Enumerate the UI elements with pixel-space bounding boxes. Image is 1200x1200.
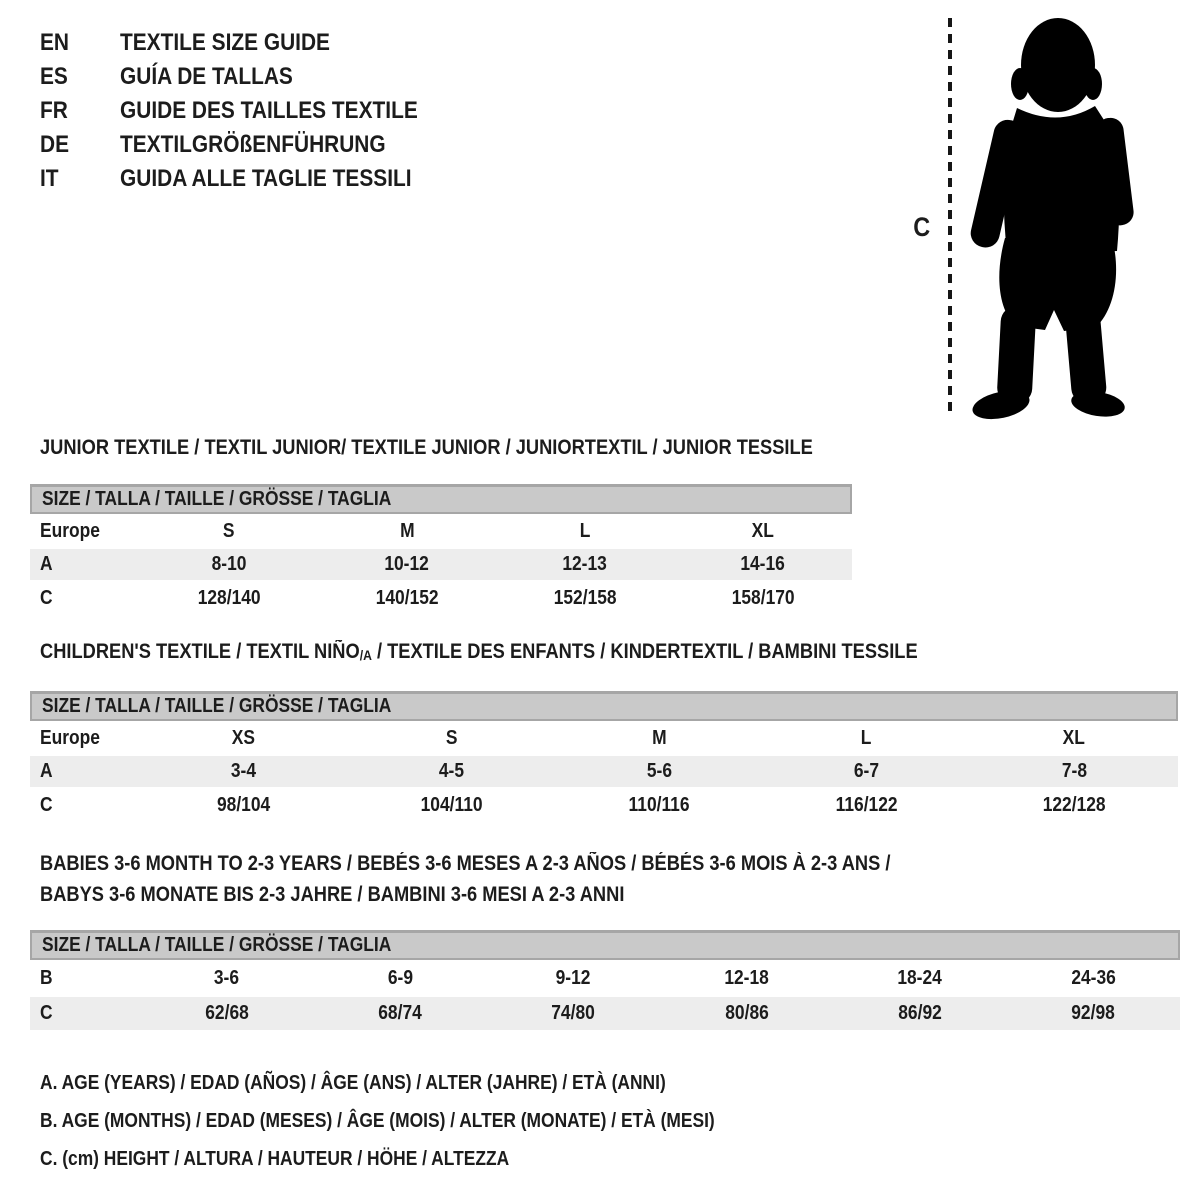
table-cell: 158/170: [731, 586, 795, 609]
table-cell: 12-18: [724, 967, 769, 989]
language-row-de: [40, 128, 462, 162]
table-cell: 3-6: [214, 967, 240, 989]
language-row-fr: [40, 94, 462, 128]
junior-section-title: JUNIOR TEXTILE / TEXTIL JUNIOR/ TEXTILE JUNIOR / JUNIORTEXTIL / JUNIOR TESSILE: [40, 436, 813, 459]
table-cell: 6-7: [854, 760, 880, 782]
language-row-en: [40, 26, 462, 60]
table-cell: 116/122: [835, 793, 898, 816]
children-size-table: [30, 691, 1178, 823]
language-code: IT: [40, 165, 59, 192]
row-label: Europe: [40, 727, 100, 749]
language-title: TEXTILE SIZE GUIDE: [120, 29, 330, 56]
row-label: C: [40, 1002, 53, 1024]
babies-section-title-line1: BABIES 3-6 MONTH TO 2-3 YEARS / BEBÉS 3-6 MESES A 2-3 AÑOS / BÉBÉS 3-6 MOIS À 2-3 ANS /: [40, 852, 891, 875]
table-row-height: [30, 580, 852, 616]
language-title: TEXTILGRÖßENFÜHRUNG: [120, 131, 386, 158]
height-measure-line: [948, 18, 952, 416]
table-cell: 68/74: [378, 1002, 422, 1024]
table-cell: XS: [232, 727, 256, 749]
table-cell: 98/104: [217, 793, 271, 816]
row-label: A: [40, 760, 53, 782]
baby-silhouette-icon: [965, 16, 1135, 421]
table-cell: S: [445, 727, 458, 749]
language-code: EN: [40, 29, 70, 56]
table-row-months: [30, 960, 1180, 997]
table-cell: M: [399, 520, 415, 542]
children-section-title: CHILDREN'S TEXTILE / TEXTIL NIÑO/A / TEXTILE DES ENFANTS / KINDERTEXTIL / BAMBINI TESSILE: [40, 640, 918, 663]
table-row-age: [30, 549, 852, 580]
table-cell: 7-8: [1061, 760, 1087, 782]
language-list: [40, 26, 462, 196]
table-cell: 14-16: [740, 553, 786, 575]
table-cell: XL: [1063, 727, 1086, 749]
table-cell: 152/158: [553, 586, 617, 609]
row-label: Europe: [40, 520, 100, 542]
size-header-bar: SIZE / TALLA / TAILLE / GRÖSSE / TAGLIA: [30, 930, 1180, 960]
language-title: GUIDA ALLE TAGLIE TESSILI: [120, 165, 412, 192]
row-label: A: [40, 553, 53, 575]
table-cell: 104/110: [420, 793, 483, 816]
table-cell: 3-4: [231, 760, 257, 782]
table-row-height: [30, 787, 1178, 823]
table-cell: 140/152: [375, 586, 439, 609]
table-cell: 9-12: [555, 967, 591, 989]
language-row-it: [40, 162, 462, 196]
row-label: B: [40, 967, 53, 989]
table-cell: 110/116: [628, 793, 690, 816]
table-cell: L: [861, 727, 872, 749]
table-cell: 80/86: [724, 1002, 769, 1024]
table-cell: 5-6: [646, 760, 672, 782]
legend-line-a: A. AGE (YEARS) / EDAD (AÑOS) / ÂGE (ANS) / ALTER (JAHRE) / ETÀ (ANNI): [40, 1072, 666, 1094]
size-header-bar: SIZE / TALLA / TAILLE / GRÖSSE / TAGLIA: [30, 691, 1178, 721]
legend-line-b: B. AGE (MONTHS) / EDAD (MESES) / ÂGE (MOIS) / ALTER (MONATE) / ETÀ (MESI): [40, 1110, 715, 1132]
table-cell: 4-5: [438, 760, 464, 782]
table-cell: 122/128: [1042, 793, 1106, 816]
table-cell: 10-12: [384, 553, 430, 575]
table-cell: L: [579, 520, 591, 542]
language-title: GUIDE DES TAILLES TEXTILE: [120, 97, 418, 124]
language-row-es: [40, 60, 462, 94]
babies-section-title-line2: BABYS 3-6 MONATE BIS 2-3 JAHRE / BAMBINI 3-6 MESI A 2-3 ANNI: [40, 883, 625, 906]
language-code: ES: [40, 63, 68, 90]
legend-line-c: C. (cm) HEIGHT / ALTURA / HAUTEUR / HÖHE / ALTEZZA: [40, 1148, 510, 1170]
junior-size-table: [30, 484, 852, 616]
babies-size-table: [30, 930, 1180, 1030]
table-cell: S: [223, 520, 235, 542]
size-header-bar: SIZE / TALLA / TAILLE / GRÖSSE / TAGLIA: [30, 484, 852, 514]
row-label: C: [40, 586, 53, 609]
table-cell: 86/92: [898, 1002, 942, 1024]
table-cell: 74/80: [551, 1002, 596, 1024]
height-measure-label: C: [913, 212, 931, 242]
table-cell: M: [651, 727, 667, 749]
language-code: DE: [40, 131, 70, 158]
table-row-europe: [30, 721, 1178, 756]
table-cell: 92/98: [1071, 1002, 1116, 1024]
table-cell: 18-24: [897, 967, 943, 989]
language-code: FR: [40, 97, 68, 124]
language-title: GUÍA DE TALLAS: [120, 63, 293, 90]
table-row-height: [30, 997, 1180, 1030]
table-cell: XL: [751, 520, 775, 542]
title-subscript: /A: [359, 647, 372, 663]
table-cell: 128/140: [197, 586, 261, 609]
row-label: C: [40, 793, 53, 816]
table-row-europe: [30, 514, 852, 549]
table-cell: 8-10: [211, 553, 247, 575]
table-cell: 12-13: [562, 553, 608, 575]
table-cell: 62/68: [204, 1002, 249, 1024]
table-cell: 6-9: [387, 967, 413, 989]
table-row-age: [30, 756, 1178, 787]
table-cell: 24-36: [1071, 967, 1116, 989]
